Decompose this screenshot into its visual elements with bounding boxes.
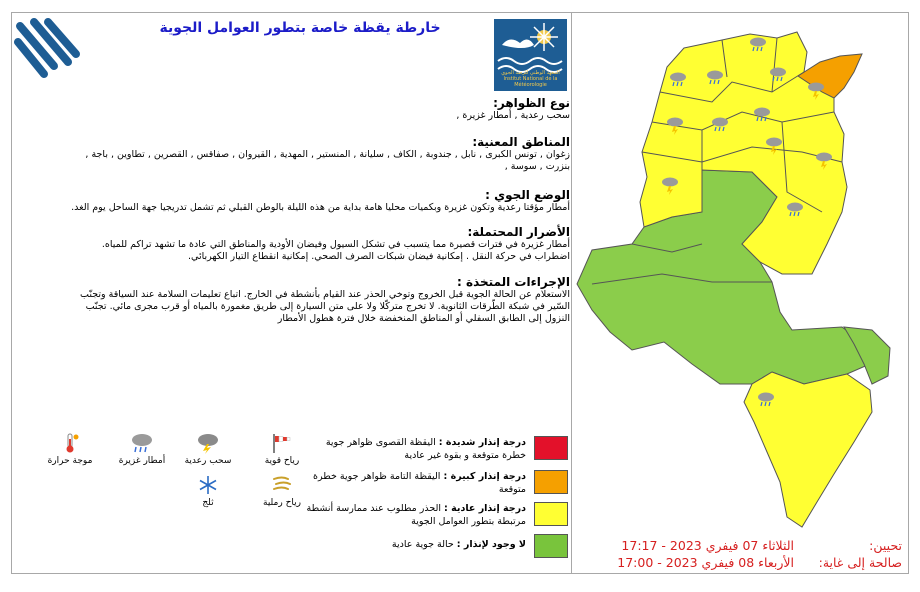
logo-caption: المعهد الوطني للرصد الجوي Institut National de la Météorologie: [501, 70, 560, 88]
legend-green: [312, 534, 568, 564]
measures-heading: الإجراءات المتخذة :: [457, 275, 570, 289]
thunder-cloud-icon: [196, 432, 220, 454]
issued-value: الثلاثاء 07 فيفري 2023 - 17:17: [621, 538, 794, 553]
strong-wind-label: رياح قوية: [264, 456, 300, 466]
sand-wind-label: رياح رملية: [263, 498, 301, 508]
phenomena-heading: نوع الظواهر:: [493, 96, 570, 110]
legend-swatch-orange: [534, 470, 568, 494]
measures-section: [70, 275, 570, 325]
damage-heading: الأضرار المحتملة:: [467, 225, 570, 239]
heavy-rain-label: أمطار غزيرة: [118, 456, 166, 466]
weather-logo-icon: [494, 19, 567, 77]
legend-swatch-red: [534, 436, 568, 460]
regions-text: زغوان , تونس الكبرى , نابل , جندوبة , الكاف , سليانة , المنستير , المهدية , القيروان , صفاقس , القصرين , تطاوين , باجة , بنزرت , سوسة ,: [85, 149, 570, 172]
tunisia-alert-map: [572, 12, 909, 538]
legend-text-red: درجة إنذار شديدة : اليقظة القصوى ظواهر جوية خطرة متوقعة و بقوة غير عادية: [325, 437, 526, 461]
heat-wave-legend: [40, 432, 100, 466]
legend-text-green: لا وجود لإنذار : حالة جوية عادية: [391, 539, 526, 550]
heat-wave-label: موجة حرارة: [47, 456, 93, 466]
rain-cloud-icon: [130, 432, 154, 454]
thunderstorm-legend: [178, 432, 238, 466]
regions-heading: المناطق المعنية:: [472, 135, 570, 149]
legend-red: [312, 436, 568, 466]
damage-text: أمطار غزيرة في فترات قصيرة مما يتسبب في تشكل السيول وفيضان الأودية والمناطق التي عادة ما تشهد تراكم للمياه. اضطراب في حركة النقل . إمكانية فيضان شبكات الصرف الصحي. إمكانية انقطاع التيار الكهربائي.: [101, 239, 570, 262]
sand-wind-legend: [252, 474, 312, 508]
situation-section: [70, 188, 570, 214]
strong-wind-legend: [252, 432, 312, 466]
measures-text: الاستعلام عن الحالة الجوية قبل الخروج وتوخي الحذر عند القيام بأنشطة في الخارج. اتباع تعليمات السلامة عند السياقة وتجنّب السّير في شبكة الطّرقات الثانوية. لا تخرج متركّلا ولا على متن السيارة إلى طريق مغمورة بالمياه أو قرب مجرى مائي. تجنّب النزول إلى الطابق السفلي أو المناطق المنخفضة خلال فترة هطول الأمطار: [80, 289, 570, 324]
situation-text: أمطار مؤقتا رعدية وتكون غزيرة وبكميات محليا هامة بداية من هذه الليلة بالوطن القبلي ثم تشمل تدريجيا جهة الساحل يوم الغد.: [71, 202, 570, 213]
valid-until-label: صالحة إلى غاية:: [818, 555, 902, 570]
regions-section: [70, 135, 570, 173]
phenomena-section: [70, 96, 570, 122]
legend-orange: [312, 470, 568, 500]
sand-wind-icon: [271, 474, 293, 496]
valid-until-value: الأربعاء 08 فيفري 2023 - 17:00: [617, 555, 794, 570]
issued-label: تحيين:: [869, 538, 902, 553]
legend-yellow: [306, 502, 568, 532]
snowflake-icon: [197, 474, 219, 496]
situation-heading: الوضع الجوي :: [485, 188, 570, 202]
damage-section: [70, 225, 570, 263]
phenomena-text: سحب رعدية , أمطار غزيرة ,: [456, 110, 570, 121]
heavy-rain-legend: [112, 432, 172, 466]
institute-stripes-logo: [14, 18, 84, 88]
page-title: خارطة يقظة خاصة بتطور العوامل الجوية: [159, 20, 441, 36]
legend-text-yellow: درجة إنذار عادية : الحذر مطلوب عند ممارسة أنشطة مرتبطة بتطور العوامل الجوية: [306, 503, 526, 527]
thermometer-icon: [59, 432, 81, 454]
legend-swatch-yellow: [534, 502, 568, 526]
snow-legend: [178, 474, 238, 508]
validity-block: [600, 538, 906, 572]
snow-label: ثلج: [202, 498, 214, 508]
legend-text-orange: درجة إنذار كبيرة : اليقظة التامة ظواهر جوية خطرة متوقعة: [313, 471, 526, 495]
windsock-icon: [271, 432, 293, 454]
thunderstorm-label: سحب رعدية: [184, 456, 232, 466]
legend-swatch-green: [534, 534, 568, 558]
inm-logo: [494, 19, 567, 91]
